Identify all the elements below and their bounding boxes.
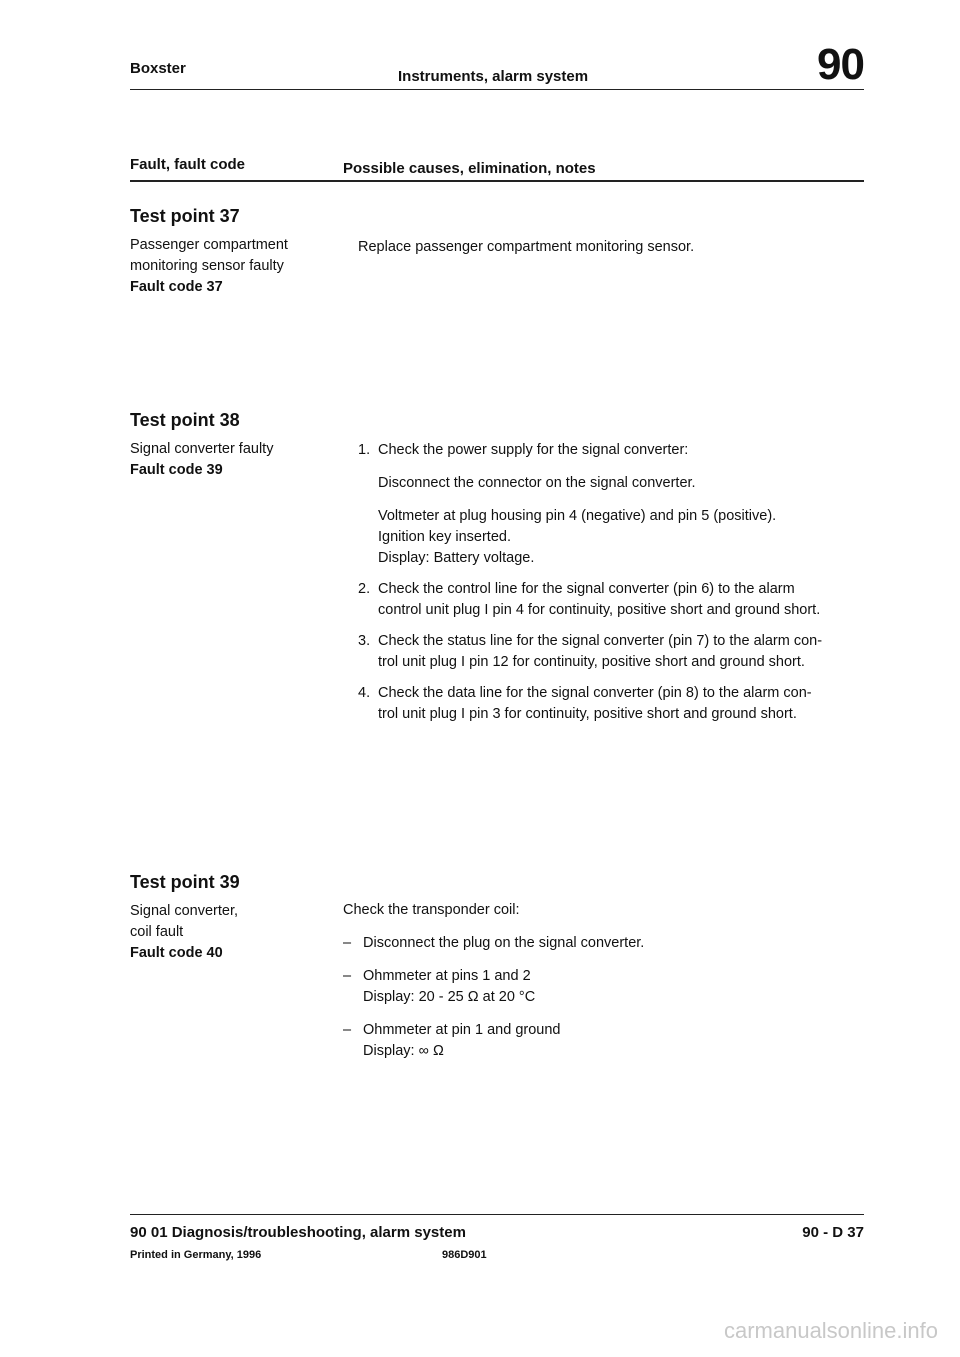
step-subtext-block bbox=[378, 506, 868, 569]
test-point-38 bbox=[130, 410, 330, 481]
footer-printed: Printed in Germany, 1996 bbox=[130, 1249, 262, 1261]
fault-description-line: Signal converter faulty bbox=[130, 441, 274, 457]
test-point-title: Test point 37 bbox=[130, 206, 240, 226]
step-item bbox=[358, 579, 868, 621]
check-item bbox=[343, 966, 863, 1008]
check-text: Disconnect the plug on the signal converter. bbox=[363, 935, 645, 951]
dash-bullet: – bbox=[343, 968, 352, 984]
fault-description bbox=[130, 439, 330, 481]
check-item bbox=[343, 933, 863, 954]
group-number: 90 bbox=[817, 40, 864, 89]
fault-code: Fault code 37 bbox=[130, 279, 223, 295]
check-text: Ohmmeter at pins 1 and 2 bbox=[363, 968, 531, 984]
step-text: trol unit plug I pin 12 for continuity, positive short and ground short. bbox=[378, 654, 805, 670]
step-item bbox=[358, 440, 868, 569]
fault-description bbox=[130, 235, 330, 298]
fault-description bbox=[130, 901, 330, 964]
step-number: 4. bbox=[358, 685, 371, 701]
header-model: Boxster bbox=[130, 60, 186, 77]
watermark: carmanualsonline.info bbox=[723, 1318, 938, 1343]
test-point-title: Test point 39 bbox=[130, 872, 240, 892]
step-subtext: Display: Battery voltage. bbox=[378, 550, 535, 566]
fault-code: Fault code 39 bbox=[130, 462, 223, 478]
footer-page-number: 90 - D 37 bbox=[802, 1224, 864, 1241]
tp37-remedy: Replace passenger compartment monitoring sensor. bbox=[358, 239, 695, 255]
footer-section: 90 01 Diagnosis/troubleshooting, alarm system bbox=[130, 1224, 466, 1241]
header-rule bbox=[130, 89, 864, 90]
footer-doc-number: 986D901 bbox=[442, 1249, 487, 1261]
step-text: Check the power supply for the signal converter: bbox=[378, 442, 689, 458]
check-item bbox=[343, 1020, 863, 1062]
column-heading-rule bbox=[130, 180, 864, 182]
tp39-checks bbox=[343, 900, 863, 1062]
fault-description-line: coil fault bbox=[130, 924, 184, 940]
test-point-39 bbox=[130, 872, 330, 964]
dash-bullet: – bbox=[343, 1022, 352, 1038]
step-text: control unit plug I pin 4 for continuity, positive short and ground short. bbox=[378, 602, 821, 618]
check-text: Ohmmeter at pin 1 and ground bbox=[363, 1022, 561, 1038]
step-text: Check the data line for the signal converter (pin 8) to the alarm con- bbox=[378, 685, 812, 701]
step-item bbox=[358, 631, 868, 673]
step-text: trol unit plug I pin 3 for continuity, positive short and ground short. bbox=[378, 706, 797, 722]
check-intro: Check the transponder coil: bbox=[343, 902, 520, 918]
check-text: Display: ∞ Ω bbox=[363, 1043, 444, 1059]
test-point-title: Test point 38 bbox=[130, 410, 240, 430]
step-subtext: Disconnect the connector on the signal converter. bbox=[378, 475, 696, 491]
column-heading-fault: Fault, fault code bbox=[130, 156, 246, 173]
step-text: Check the status line for the signal converter (pin 7) to the alarm con- bbox=[378, 633, 823, 649]
fault-description-line: Signal converter, bbox=[130, 903, 239, 919]
check-text: Display: 20 - 25 Ω at 20 °C bbox=[363, 989, 536, 1005]
step-subtext: Voltmeter at plug housing pin 4 (negative) and pin 5 (positive). bbox=[378, 508, 777, 524]
step-number: 2. bbox=[358, 581, 371, 597]
column-heading-causes: Possible causes, elimination, notes bbox=[343, 160, 596, 177]
fault-description-line: Passenger compartment bbox=[130, 237, 288, 253]
tp38-steps bbox=[358, 440, 868, 725]
fault-code: Fault code 40 bbox=[130, 945, 223, 961]
step-number: 3. bbox=[358, 633, 371, 649]
dash-bullet: – bbox=[343, 935, 352, 951]
step-item bbox=[358, 683, 868, 725]
header-title: Instruments, alarm system bbox=[398, 68, 589, 85]
step-subtext: Ignition key inserted. bbox=[378, 529, 511, 545]
fault-description-line: monitoring sensor faulty bbox=[130, 258, 284, 274]
step-text: Check the control line for the signal converter (pin 6) to the alarm bbox=[378, 581, 795, 597]
test-point-37 bbox=[130, 206, 330, 298]
footer-rule bbox=[130, 1214, 864, 1215]
step-number: 1. bbox=[358, 442, 371, 458]
